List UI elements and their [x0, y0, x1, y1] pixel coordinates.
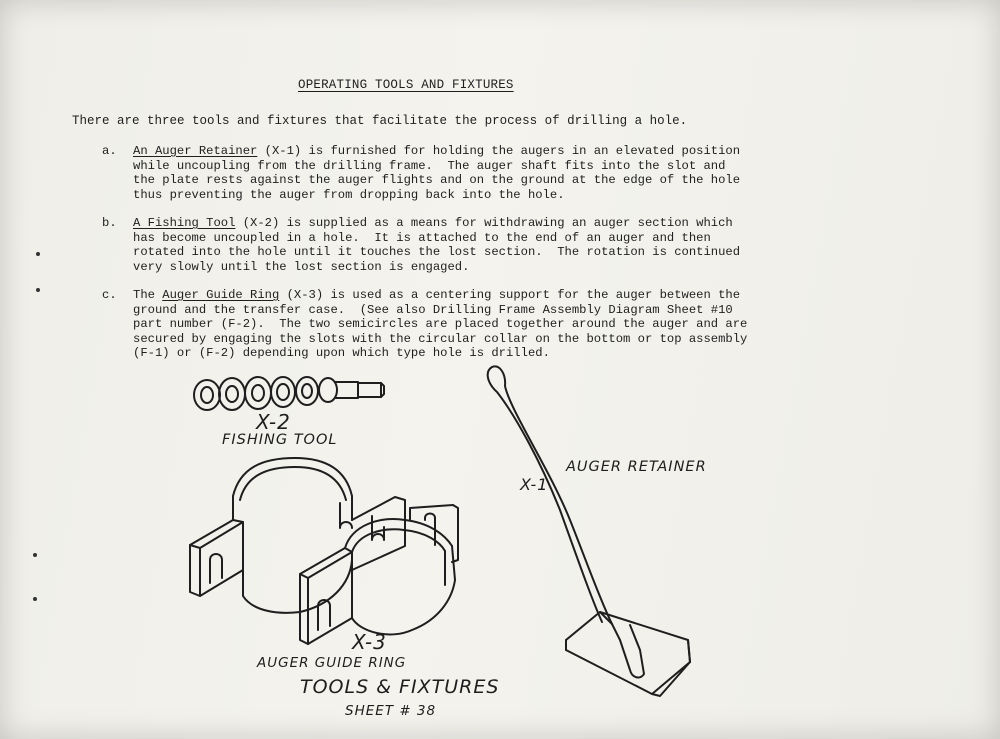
sheet-number: SHEET # 38 [345, 703, 437, 719]
item-line: part number (F-2). The two semicircles are placed together around the auger and are [133, 317, 748, 332]
line-text: (X-2) is supplied as a means for withdrawing an auger section which [235, 216, 733, 230]
guide-ring-back-half [190, 458, 405, 613]
item-line: (F-1) or (F-2) depending upon which type hole is drilled. [133, 346, 550, 361]
auger-retainer-drawing [488, 366, 690, 696]
item-line: has become uncoupled in a hole. It is attached to the end of an auger and then [133, 230, 711, 245]
auger-retainer-code: X-1 [520, 475, 549, 494]
intro-paragraph: There are three tools and fixtures that facilitate the process of drilling a hole. [72, 114, 688, 128]
item-line: secured by engaging the slots with the circular collar on the bottom or top assembly [133, 331, 748, 346]
term-fishing-tool: A Fishing Tool [133, 216, 236, 230]
auger-retainer-label: AUGER RETAINER [566, 459, 707, 475]
guide-ring-front-half [300, 505, 458, 644]
item-line: while uncoupling from the drilling frame. The auger shaft fits into the slot and [133, 158, 726, 173]
line-text: The [133, 288, 163, 302]
item-marker: c. [102, 288, 117, 302]
sheet-title: TOOLS & FIXTURES [300, 676, 500, 698]
fishing-tool-label: FISHING TOOL [222, 432, 338, 448]
guide-ring-code: X-3 [352, 630, 387, 654]
item-line: ground and the transfer case. (See also Drilling Frame Assembly Diagram Sheet #10 [133, 302, 733, 317]
item-marker: a. [102, 144, 117, 158]
term-auger-retainer: An Auger Retainer [133, 144, 258, 158]
fishing-tool-code: X-2 [256, 410, 291, 434]
term-auger-guide-ring: Auger Guide Ring [162, 288, 280, 302]
item-line: rotated into the hole until it touches the lost section. The rotation is continued [133, 245, 741, 260]
item-line: very slowly until the lost section is engaged. [133, 259, 470, 274]
line-text: (X-3) is used as a centering support for the auger between the [279, 288, 741, 302]
item-marker: b. [102, 216, 117, 230]
item-line: thus preventing the auger from dropping back into the hole. [133, 187, 565, 202]
line-text: (X-1) is furnished for holding the augers in an elevated position [257, 144, 741, 158]
guide-ring-label: AUGER GUIDE RING [257, 655, 407, 671]
item-line: the plate rests against the auger flights and on the ground at the edge of the hole [133, 173, 741, 188]
fishing-tool-drawing [194, 377, 384, 410]
document-title: OPERATING TOOLS AND FIXTURES [298, 78, 514, 92]
